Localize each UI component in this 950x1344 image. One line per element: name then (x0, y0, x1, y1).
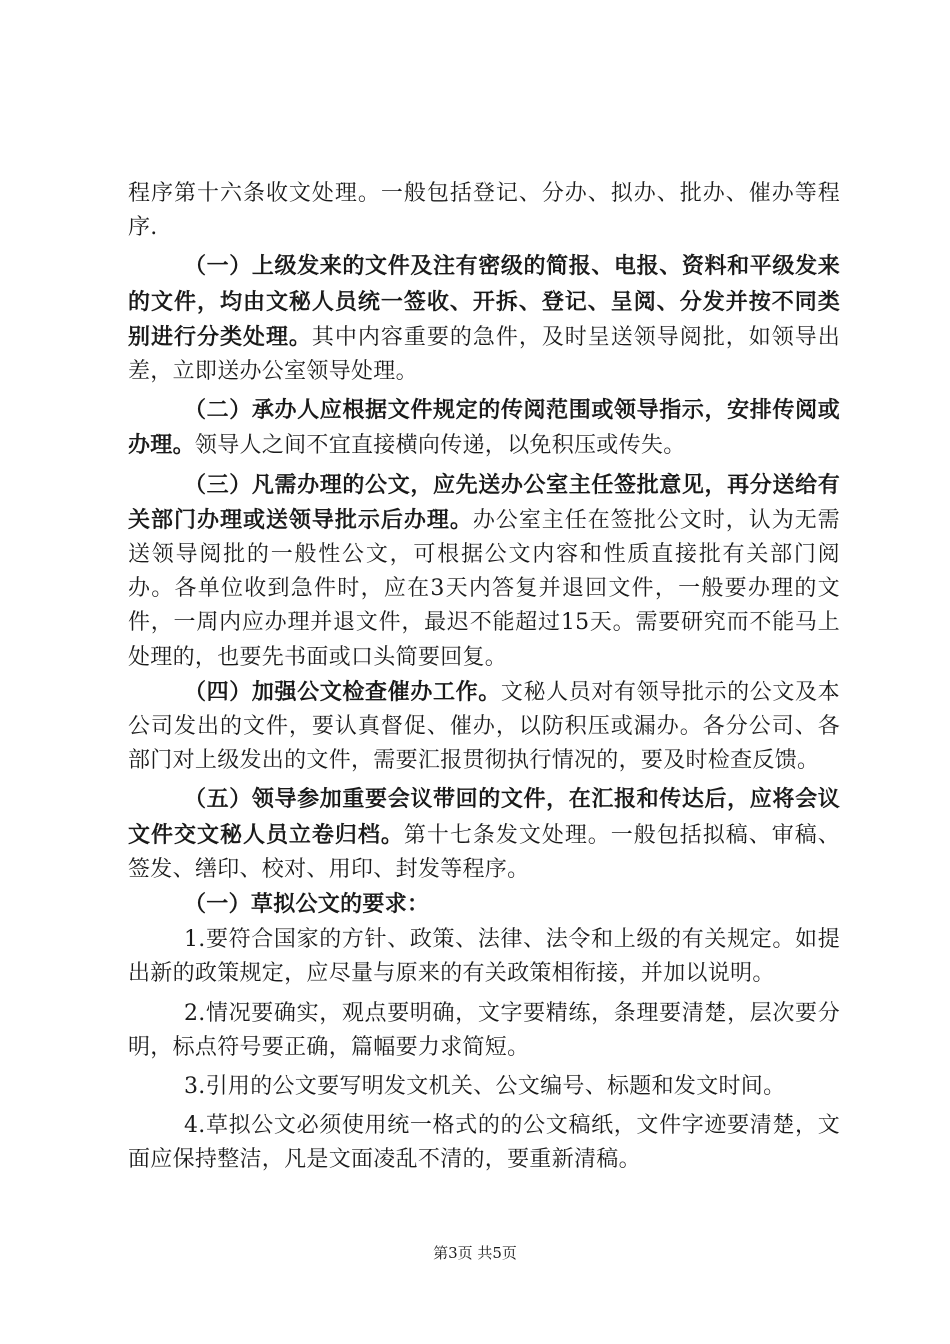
paragraph-bold-lead: （一）上级发来的文件及注有密级的简报、电报、资料和平级发来的文件，均由文秘人员统一签收、开拆、登记、呈阅、分发并按不同类别进行分类处理。 (128, 253, 840, 350)
paragraph-text: 3.引用的公文要写明发文机关、公文编号、标题和发文时间。 (184, 1074, 786, 1100)
paragraph-text: 2.情况要确实，观点要明确，文字要精练，条理要清楚，层次要分明，标点符号要正确，篇幅要力求简短。 (128, 1000, 840, 1060)
paragraph-drafting-rule-4 (128, 1108, 840, 1177)
paragraph-text: 第十七条发文处理。一般包括拟稿、审稿、签发、缮印、校对、用印、封发等程序。 (128, 822, 841, 882)
paragraph-drafting-rule-3 (128, 1069, 840, 1104)
document-body (128, 176, 840, 1178)
paragraph-item-5-meeting-documents (128, 782, 840, 887)
paragraph-text: 文秘人员对有领导批示的公文及本公司发出的文件，要认真督促、催办，以防积压或漏办。各分公司、各部门对上级发出的文件，需要汇报贯彻执行情况的，要及时检查反馈。 (128, 679, 840, 774)
paragraph-text: 1.要符合国家的方针、政策、法律、法令和上级的有关规定。如提出新的政策规定，应尽量与原来的有关政策相衔接，并加以说明。 (128, 927, 840, 987)
paragraph-item-2-circulation (128, 393, 840, 463)
paragraph-receiving-procedure (128, 176, 840, 245)
paragraph-bold-lead: （一）草拟公文的要求： (184, 891, 430, 918)
paragraph-drafting-rule-1 (128, 922, 840, 991)
page-footer: 第3页 共5页 (433, 1244, 517, 1262)
paragraph-drafting-rule-2 (128, 996, 840, 1065)
paragraph-bold-lead: （四）加强公文检查催办工作。 (184, 678, 501, 705)
paragraph-bold-lead: （三）凡需办理的公文，应先送办公室主任签批意见，再分送给有关部门办理或送领导批示后办理。 (128, 471, 840, 533)
paragraph-item-4-follow-up (128, 675, 840, 779)
paragraph-item-1-sign-receipt (128, 249, 840, 389)
paragraph-bold-lead: （二）承办人应根据文件规定的传阅范围或领导指示，安排传阅或办理。 (128, 397, 840, 459)
paragraph-text: 程序第十六条收文处理。一般包括登记、分办、拟办、批办、催办等程序. (128, 181, 840, 241)
paragraph-bold-lead: （五）领导参加重要会议带回的文件，在汇报和传达后，应将会议文件交文秘人员立卷归档。 (128, 786, 840, 848)
paragraph-text: 领导人之间不宜直接横向传递，以免积压或传失。 (194, 433, 686, 459)
paragraph-text: 4.草拟公文必须使用统一格式的的公文稿纸，文件字迹要清楚，文面应保持整洁，凡是文面凌乱不清的，要重新清稿。 (128, 1113, 840, 1173)
paragraph-drafting-heading (128, 887, 840, 922)
paragraph-text: 办公室主任在签批公文时，认为无需送领导阅批的一般性公文，可根据公文内容和性质直接批有关部门阅办。各单位收到急件时，应在3天内答复并退回文件，一般要办理的文件，一周内应办理并退文件，最迟不能超过15天。需要研究而不能马上处理的，也要先书面或口头简要回复。 (128, 507, 840, 670)
paragraph-text: 其中内容重要的急件，及时呈送领导阅批，如领导出差，立即送办公室领导处理。 (128, 324, 840, 385)
paragraph-item-3-approval (128, 468, 840, 675)
